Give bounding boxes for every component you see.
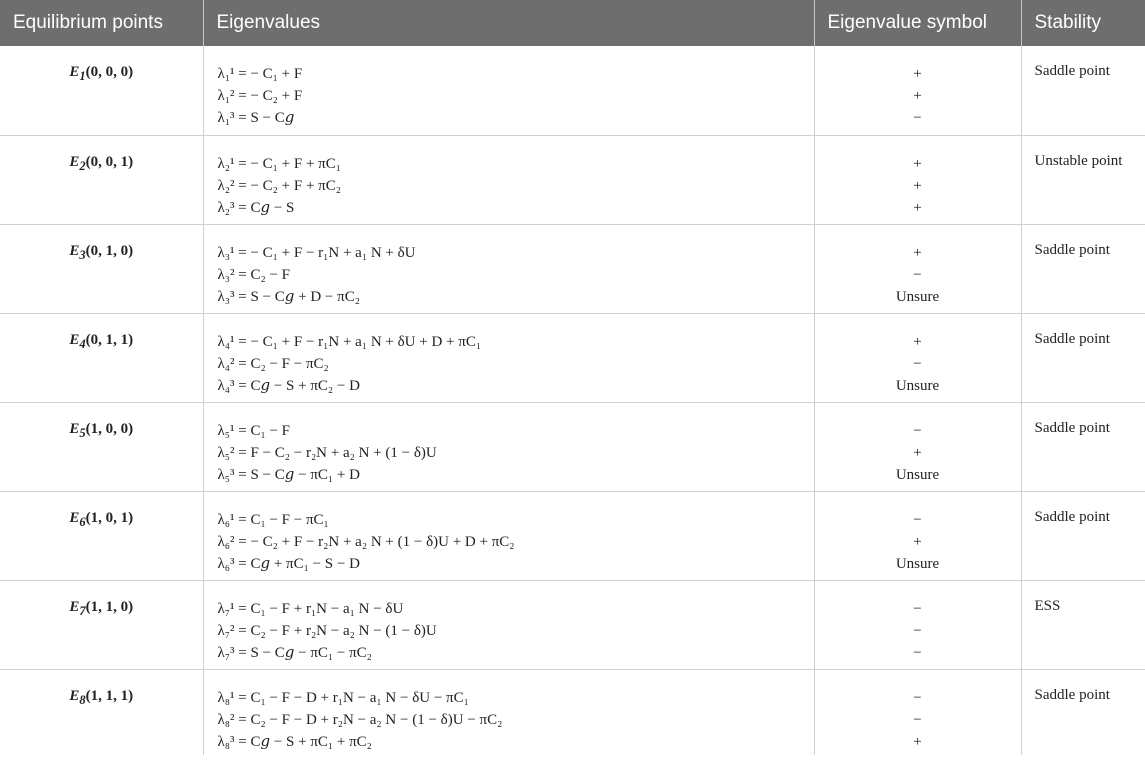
equilibrium-point-cell [0,580,203,669]
stability-cell: Saddle point [1021,669,1145,755]
point-label: E [69,420,80,437]
stability-cell: Saddle point [1021,224,1145,313]
point-coordinates: (1, 1, 1) [85,687,134,704]
point-coordinates: (0, 1, 0) [85,242,134,259]
point-subscript: 6 [79,514,86,529]
eigenvalue-3: λ₇³ = S − C𝑔 − πC₁ − πC₂ [217,644,372,661]
point-subscript: 1 [79,69,86,83]
stability-cell: Unstable point [1021,135,1145,224]
header-eigenvalue-symbol: Eigenvalue symbol [814,0,1021,46]
symbol-2: − [913,266,922,283]
eigenvalue-2: λ₈² = C₂ − F − D + r₂N − a₂ N − (1 − δ)U − πC₂ [217,711,503,728]
eigenvalue-3: λ₄³ = C𝑔 − S + πC₂ − D [217,377,360,394]
eigenvalue-1: λ₂¹ = − C₁ + F + πC₁ [217,155,341,172]
equilibrium-point-cell [0,224,203,313]
symbol-3: Unsure [895,555,940,572]
point-coordinates: (0, 1, 1) [85,331,134,348]
eigenvalue-symbol-cell [814,669,1021,755]
equilibrium-point-cell [0,313,203,402]
eigenvalue-2: λ₂² = − C₂ + F + πC₂ [217,177,341,194]
eigenvalue-2: λ₇² = C₂ − F + r₂N − a₂ N − (1 − δ)U [217,622,437,639]
symbol-2: + [913,533,922,550]
symbol-2: − [913,711,922,728]
stability-cell: Saddle point [1034,63,1110,79]
eigenvalues-cell [203,46,814,135]
stability-cell: Saddle point [1021,402,1145,491]
symbol-3: − [913,644,922,661]
point-coordinates: (0, 0, 1) [85,153,134,170]
table-header [0,0,1145,46]
point-subscript: 8 [79,692,86,707]
eigenvalue-2: λ₃² = C₂ − F [217,266,290,283]
header-stability: Stability [1021,0,1145,46]
point-label: E [69,687,80,704]
stability-cell: Saddle point [1021,313,1145,402]
symbol-1: − [913,600,922,617]
symbol-3: − [913,110,922,126]
equilibrium-point-cell [0,669,203,755]
eigenvalue-1: λ₈¹ = C₁ − F − D + r₁N − a₁ N − δU − πC₁ [217,689,469,706]
table-body [0,46,1145,755]
point-subscript: 7 [79,603,86,618]
eigenvalue-1: λ₁¹ = − C₁ + F [217,66,303,82]
table-row [0,46,1145,135]
point-coordinates: (1, 0, 0) [85,420,134,437]
symbol-2: + [913,177,922,194]
eigenvalue-symbol-cell [814,135,1021,224]
symbol-2: + [913,444,922,461]
eigenvalue-2: λ₅² = F − C₂ − r₂N + a₂ N + (1 − δ)U [217,444,437,461]
eigenvalue-1: λ₆¹ = C₁ − F − πC₁ [217,511,329,528]
equilibrium-point-cell [0,402,203,491]
eigenvalue-symbol-cell [814,491,1021,580]
eigenvalue-3: λ₂³ = C𝑔 − S [217,199,295,216]
header-row [0,0,1145,46]
symbol-3: Unsure [895,377,940,394]
eigenvalue-3: λ₃³ = S − C𝑔 + D − πC₂ [217,288,360,305]
eigenvalue-2: λ₁² = − C₂ + F [217,88,303,104]
point-subscript: 2 [79,158,86,173]
eigenvalues-cell [203,580,814,669]
point-coordinates: (1, 0, 1) [85,509,134,526]
eigenvalue-3: λ₁³ = S − C𝑔 [217,110,295,126]
symbol-3: Unsure [895,288,940,305]
point-subscript: 5 [79,425,86,440]
eigenvalue-1: λ₄¹ = − C₁ + F − r₁N + a₁ N + δU + D + πC₁ [217,333,482,350]
point-label: E [69,64,80,80]
eigenvalues-cell [203,224,814,313]
eigenvalue-symbol-cell [814,46,1021,135]
point-label: E [69,509,80,526]
eigenvalue-1: λ₅¹ = C₁ − F [217,422,290,439]
symbol-2: + [913,88,922,104]
table-row [0,491,1145,580]
equilibrium-point-cell [0,46,203,135]
point-label: E [69,331,80,348]
point-subscript: 4 [79,336,86,351]
eigenvalues-cell [203,402,814,491]
stability-cell: ESS [1021,580,1145,669]
symbol-1: + [913,66,922,82]
table-row [0,224,1145,313]
point-label: E [69,242,80,259]
stability-cell: Saddle point [1021,491,1145,580]
point-subscript: 3 [79,247,86,262]
symbol-1: − [913,689,922,706]
eigenvalue-1: λ₇¹ = C₁ − F + r₁N − a₁ N − δU [217,600,404,617]
table-row [0,313,1145,402]
eigenvalue-1: λ₃¹ = − C₁ + F − r₁N + a₁ N + δU [217,244,416,261]
symbol-3: Unsure [895,466,940,483]
point-coordinates: (0, 0, 0) [85,64,134,80]
symbol-1: + [913,155,922,172]
eigenvalue-3: λ₈³ = C𝑔 − S + πC₁ + πC₂ [217,733,372,750]
point-coordinates: (1, 1, 0) [85,598,134,615]
symbol-1: + [913,333,922,350]
eigenvalue-symbol-cell [814,402,1021,491]
symbol-3: + [913,733,922,750]
eigenvalue-symbol-cell [814,580,1021,669]
symbol-2: − [913,622,922,639]
eigenvalue-2: λ₆² = − C₂ + F − r₂N + a₂ N + (1 − δ)U + D + πC₂ [217,533,515,550]
equilibrium-point-cell [0,135,203,224]
eigenvalue-3: λ₆³ = C𝑔 + πC₁ − S − D [217,555,360,572]
eigenvalue-symbol-cell [814,224,1021,313]
point-label: E [69,598,80,615]
symbol-2: − [913,355,922,372]
eigenvalues-cell [203,491,814,580]
eigenvalues-cell [203,669,814,755]
table-row [0,135,1145,224]
point-label: E [69,153,80,170]
table-row [0,669,1145,755]
symbol-3: + [913,199,922,216]
symbol-1: + [913,244,922,261]
eigenvalues-cell [203,313,814,402]
eigenvalue-3: λ₅³ = S − C𝑔 − πC₁ + D [217,466,360,483]
equilibrium-point-cell [0,491,203,580]
eigenvalue-symbol-cell [814,313,1021,402]
header-eigenvalues: Eigenvalues [203,0,814,46]
header-equilibrium-points: Equilibrium points [0,0,203,46]
symbol-1: − [913,422,922,439]
table-row [0,402,1145,491]
eigenvalue-2: λ₄² = C₂ − F − πC₂ [217,355,329,372]
table-row [0,580,1145,669]
eigenvalues-cell [203,135,814,224]
symbol-1: − [913,511,922,528]
